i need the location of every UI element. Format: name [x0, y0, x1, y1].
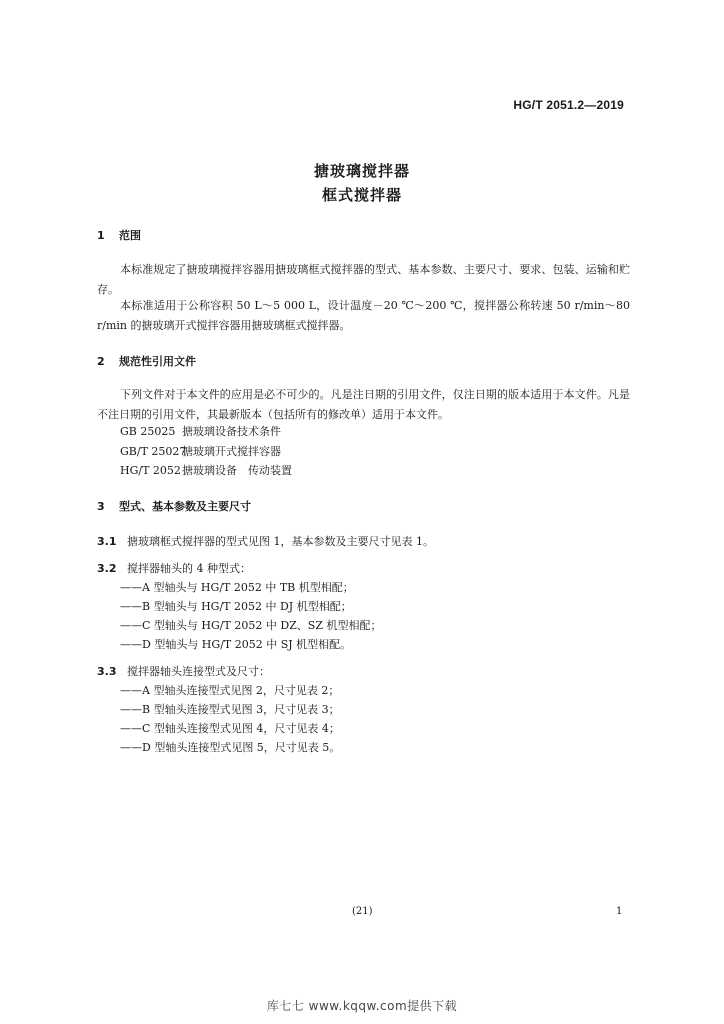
reference-name: 搪玻璃设备 传动装置	[182, 464, 292, 477]
subsection-text: 搪玻璃框式搅拌器的型式见图 1，基本参数及主要尺寸见表 1。	[127, 535, 434, 548]
section-1-heading	[97, 227, 141, 243]
reference-name: 搪玻璃开式搅拌容器	[182, 445, 281, 458]
section-1-paragraph-2: 本标准适用于公称容积 50 L～5 000 L，设计温度－20 ℃～200 ℃，搅拌器公称转速 50 r/min～80 r/min 的搪玻璃开式搅拌容器用搪玻璃框式搅拌器。	[97, 299, 630, 332]
section-2-paragraph-1: 下列文件对于本文件的应用是必不可少的。凡是注日期的引用文件，仅注日期的版本适用于本文件。凡是不注日期的引用文件，其最新版本（包括所有的修改单）适用于本文件。	[97, 388, 630, 421]
reference-item	[120, 462, 292, 478]
reference-name: 搪玻璃设备技术条件	[182, 425, 281, 438]
reference-code: GB 25025	[120, 425, 176, 438]
reference-code: HG/T 2052	[120, 464, 181, 477]
list-item: ——A 型轴头与 HG/T 2052 中 TB 机型相配；	[120, 581, 354, 594]
section-title: 规范性引用文件	[119, 355, 196, 368]
subsection-text: 搅拌器轴头连接型式及尺寸：	[127, 665, 270, 678]
list-item: ——D 型轴头连接型式见图 5，尺寸见表 5。	[120, 741, 341, 754]
list-item: ——C 型轴头与 HG/T 2052 中 DZ、SZ 机型相配；	[120, 619, 382, 632]
page-number-center: (21)	[352, 906, 373, 917]
list-item: ——A 型轴头连接型式见图 2，尺寸见表 2；	[120, 684, 340, 697]
document-title-line1: 搪玻璃搅拌器	[313, 162, 410, 180]
section-2-heading	[97, 353, 196, 369]
subsection-3-3	[97, 663, 270, 679]
section-3-heading	[97, 498, 251, 514]
subsection-number: 3.1	[97, 535, 117, 548]
reference-code: GB/T 25027	[120, 445, 187, 458]
reference-item	[120, 443, 281, 459]
subsection-3-2	[97, 560, 251, 576]
list-item: ——B 型轴头连接型式见图 3，尺寸见表 3；	[120, 703, 340, 716]
standard-number: HG/T 2051.2—2019	[513, 98, 624, 112]
page-number-right: 1	[616, 906, 623, 917]
subsection-3-1	[97, 533, 434, 549]
section-number: 2	[97, 355, 105, 368]
document-title-line2: 框式搅拌器	[321, 186, 402, 204]
list-item: ——B 型轴头与 HG/T 2052 中 DJ 机型相配；	[120, 600, 352, 613]
section-number: 1	[97, 229, 105, 242]
subsection-number: 3.3	[97, 665, 117, 678]
download-watermark: 库七七 www.kqqw.com提供下载	[266, 999, 458, 1013]
section-title: 范围	[119, 229, 141, 242]
list-item: ——D 型轴头与 HG/T 2052 中 SJ 机型相配。	[120, 638, 352, 651]
subsection-number: 3.2	[97, 562, 117, 575]
subsection-text: 搅拌器轴头的 4 种型式：	[127, 562, 251, 575]
section-title: 型式、基本参数及主要尺寸	[119, 500, 251, 513]
list-item: ——C 型轴头连接型式见图 4，尺寸见表 4；	[120, 722, 340, 735]
section-1-paragraph-1: 本标准规定了搪玻璃搅拌容器用搪玻璃框式搅拌器的型式、基本参数、主要尺寸、要求、包装、运输和贮存。	[97, 263, 630, 296]
section-number: 3	[97, 500, 105, 513]
reference-item	[120, 423, 281, 439]
